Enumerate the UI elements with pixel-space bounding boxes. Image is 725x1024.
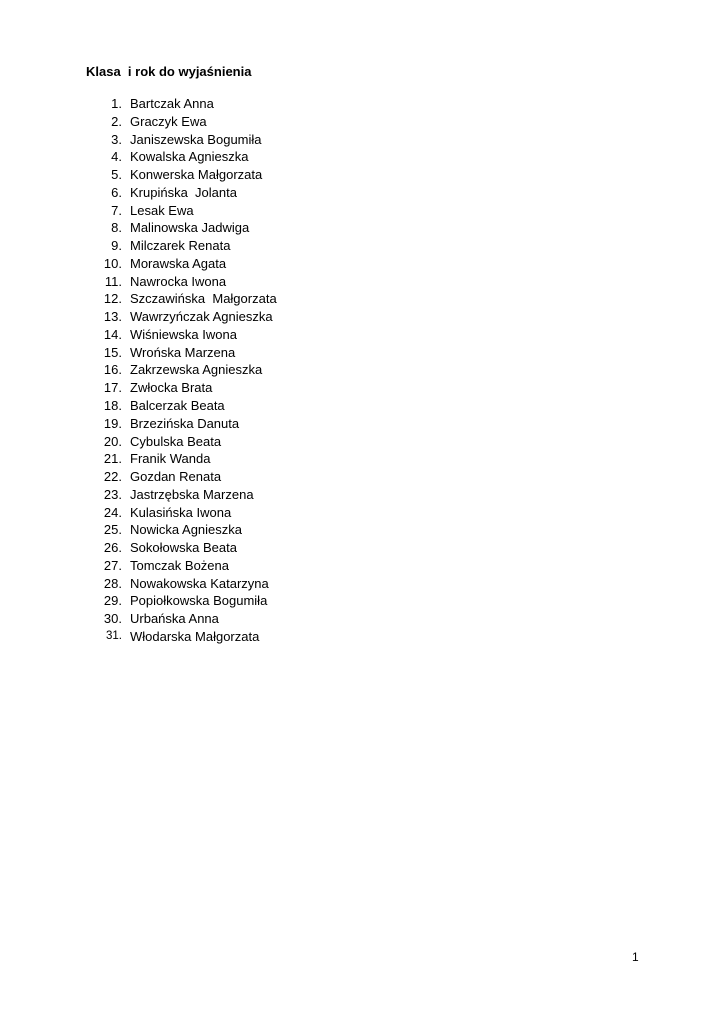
list-item-number: 17. bbox=[103, 380, 122, 396]
list-item-name: Wawrzyńczak Agnieszka bbox=[130, 309, 273, 325]
list-item-name: Popiołkowska Bogumiła bbox=[130, 593, 268, 609]
list-item-name: Zakrzewska Agnieszka bbox=[130, 362, 263, 378]
list-item-number: 8. bbox=[111, 220, 122, 236]
list-item-number: 24. bbox=[103, 504, 122, 520]
list-item-number: 13. bbox=[103, 309, 122, 325]
list-item-name: Morawska Agata bbox=[130, 255, 227, 271]
list-item-name: Kowalska Agnieszka bbox=[130, 149, 249, 165]
list-item-number: 23. bbox=[103, 486, 122, 502]
list-item-name: Graczyk Ewa bbox=[130, 113, 207, 129]
list-item-number: 28. bbox=[103, 575, 122, 591]
page-number: 1 bbox=[632, 950, 639, 964]
list-item-name: Nowakowska Katarzyna bbox=[130, 575, 269, 591]
list-item-number: 21. bbox=[103, 451, 122, 467]
list-item-number: 30. bbox=[103, 611, 122, 627]
list-item-number: 29. bbox=[103, 593, 122, 609]
list-item-number: 7. bbox=[111, 202, 122, 218]
list-item-name: Jastrzębska Marzena bbox=[130, 486, 254, 502]
list-item-number: 18. bbox=[103, 398, 122, 414]
list-item-number: 16. bbox=[103, 362, 122, 378]
list-item-name: Franik Wanda bbox=[130, 451, 211, 467]
list-item-name: Nowicka Agnieszka bbox=[130, 522, 242, 538]
list-item-number: 5. bbox=[111, 167, 122, 183]
list-item-name: Malinowska Jadwiga bbox=[130, 220, 250, 236]
list-item-name: Janiszewska Bogumiła bbox=[130, 131, 262, 147]
list-item-name: Sokołowska Beata bbox=[130, 540, 237, 556]
list-item-number: 25. bbox=[103, 522, 122, 538]
list-item-name: Balcerzak Beata bbox=[130, 398, 225, 414]
list-item-name: Konwerska Małgorzata bbox=[130, 167, 263, 183]
list-item-number: 2. bbox=[111, 113, 122, 129]
list-item-name: Urbańska Anna bbox=[130, 611, 219, 627]
list-item-name: Gozdan Renata bbox=[130, 469, 222, 485]
list-item-number: 15. bbox=[103, 344, 122, 360]
list-item-number: 22. bbox=[103, 469, 122, 485]
list-item-number: 31. bbox=[106, 629, 122, 642]
list-item-name: Włodarska Małgorzata bbox=[130, 628, 260, 644]
list-item-number: 3. bbox=[111, 131, 122, 147]
list-item-name: Lesak Ewa bbox=[130, 202, 194, 218]
list-item-name: Szczawińska Małgorzata bbox=[130, 291, 277, 307]
list-item-name: Brzezińska Danuta bbox=[130, 415, 240, 431]
list-item-name: Milczarek Renata bbox=[130, 238, 231, 254]
list-item-name: Bartczak Anna bbox=[130, 96, 214, 111]
list-item-number: 6. bbox=[111, 184, 122, 200]
list-item-name: Wrońska Marzena bbox=[130, 344, 236, 360]
list-item-number: 14. bbox=[103, 326, 122, 342]
list-item-number: 9. bbox=[111, 238, 122, 254]
list-item-number: 20. bbox=[103, 433, 122, 449]
list-item-number: 12. bbox=[103, 291, 122, 307]
list-item-number: 4. bbox=[111, 149, 122, 165]
list-item-name: Wiśniewska Iwona bbox=[130, 326, 237, 342]
list-item-number: 19. bbox=[103, 415, 122, 431]
list-item-name: Nawrocka Iwona bbox=[130, 273, 227, 289]
list-item-name: Zwłocka Brata bbox=[130, 380, 213, 396]
list-item-name: Krupińska Jolanta bbox=[130, 184, 237, 200]
list-item-number: 10. bbox=[103, 255, 122, 271]
list-item-name: Tomczak Bożena bbox=[130, 557, 229, 573]
list-item-number: 11. bbox=[104, 273, 122, 289]
list-item-number: 1. bbox=[111, 96, 122, 111]
document-heading: Klasa i rok do wyjaśnienia bbox=[86, 64, 252, 79]
list-item-number: 26. bbox=[103, 540, 122, 556]
list-item-number: 27. bbox=[103, 557, 122, 573]
list-item-name: Cybulska Beata bbox=[130, 433, 222, 449]
list-item-name: Kulasińska Iwona bbox=[130, 504, 232, 520]
